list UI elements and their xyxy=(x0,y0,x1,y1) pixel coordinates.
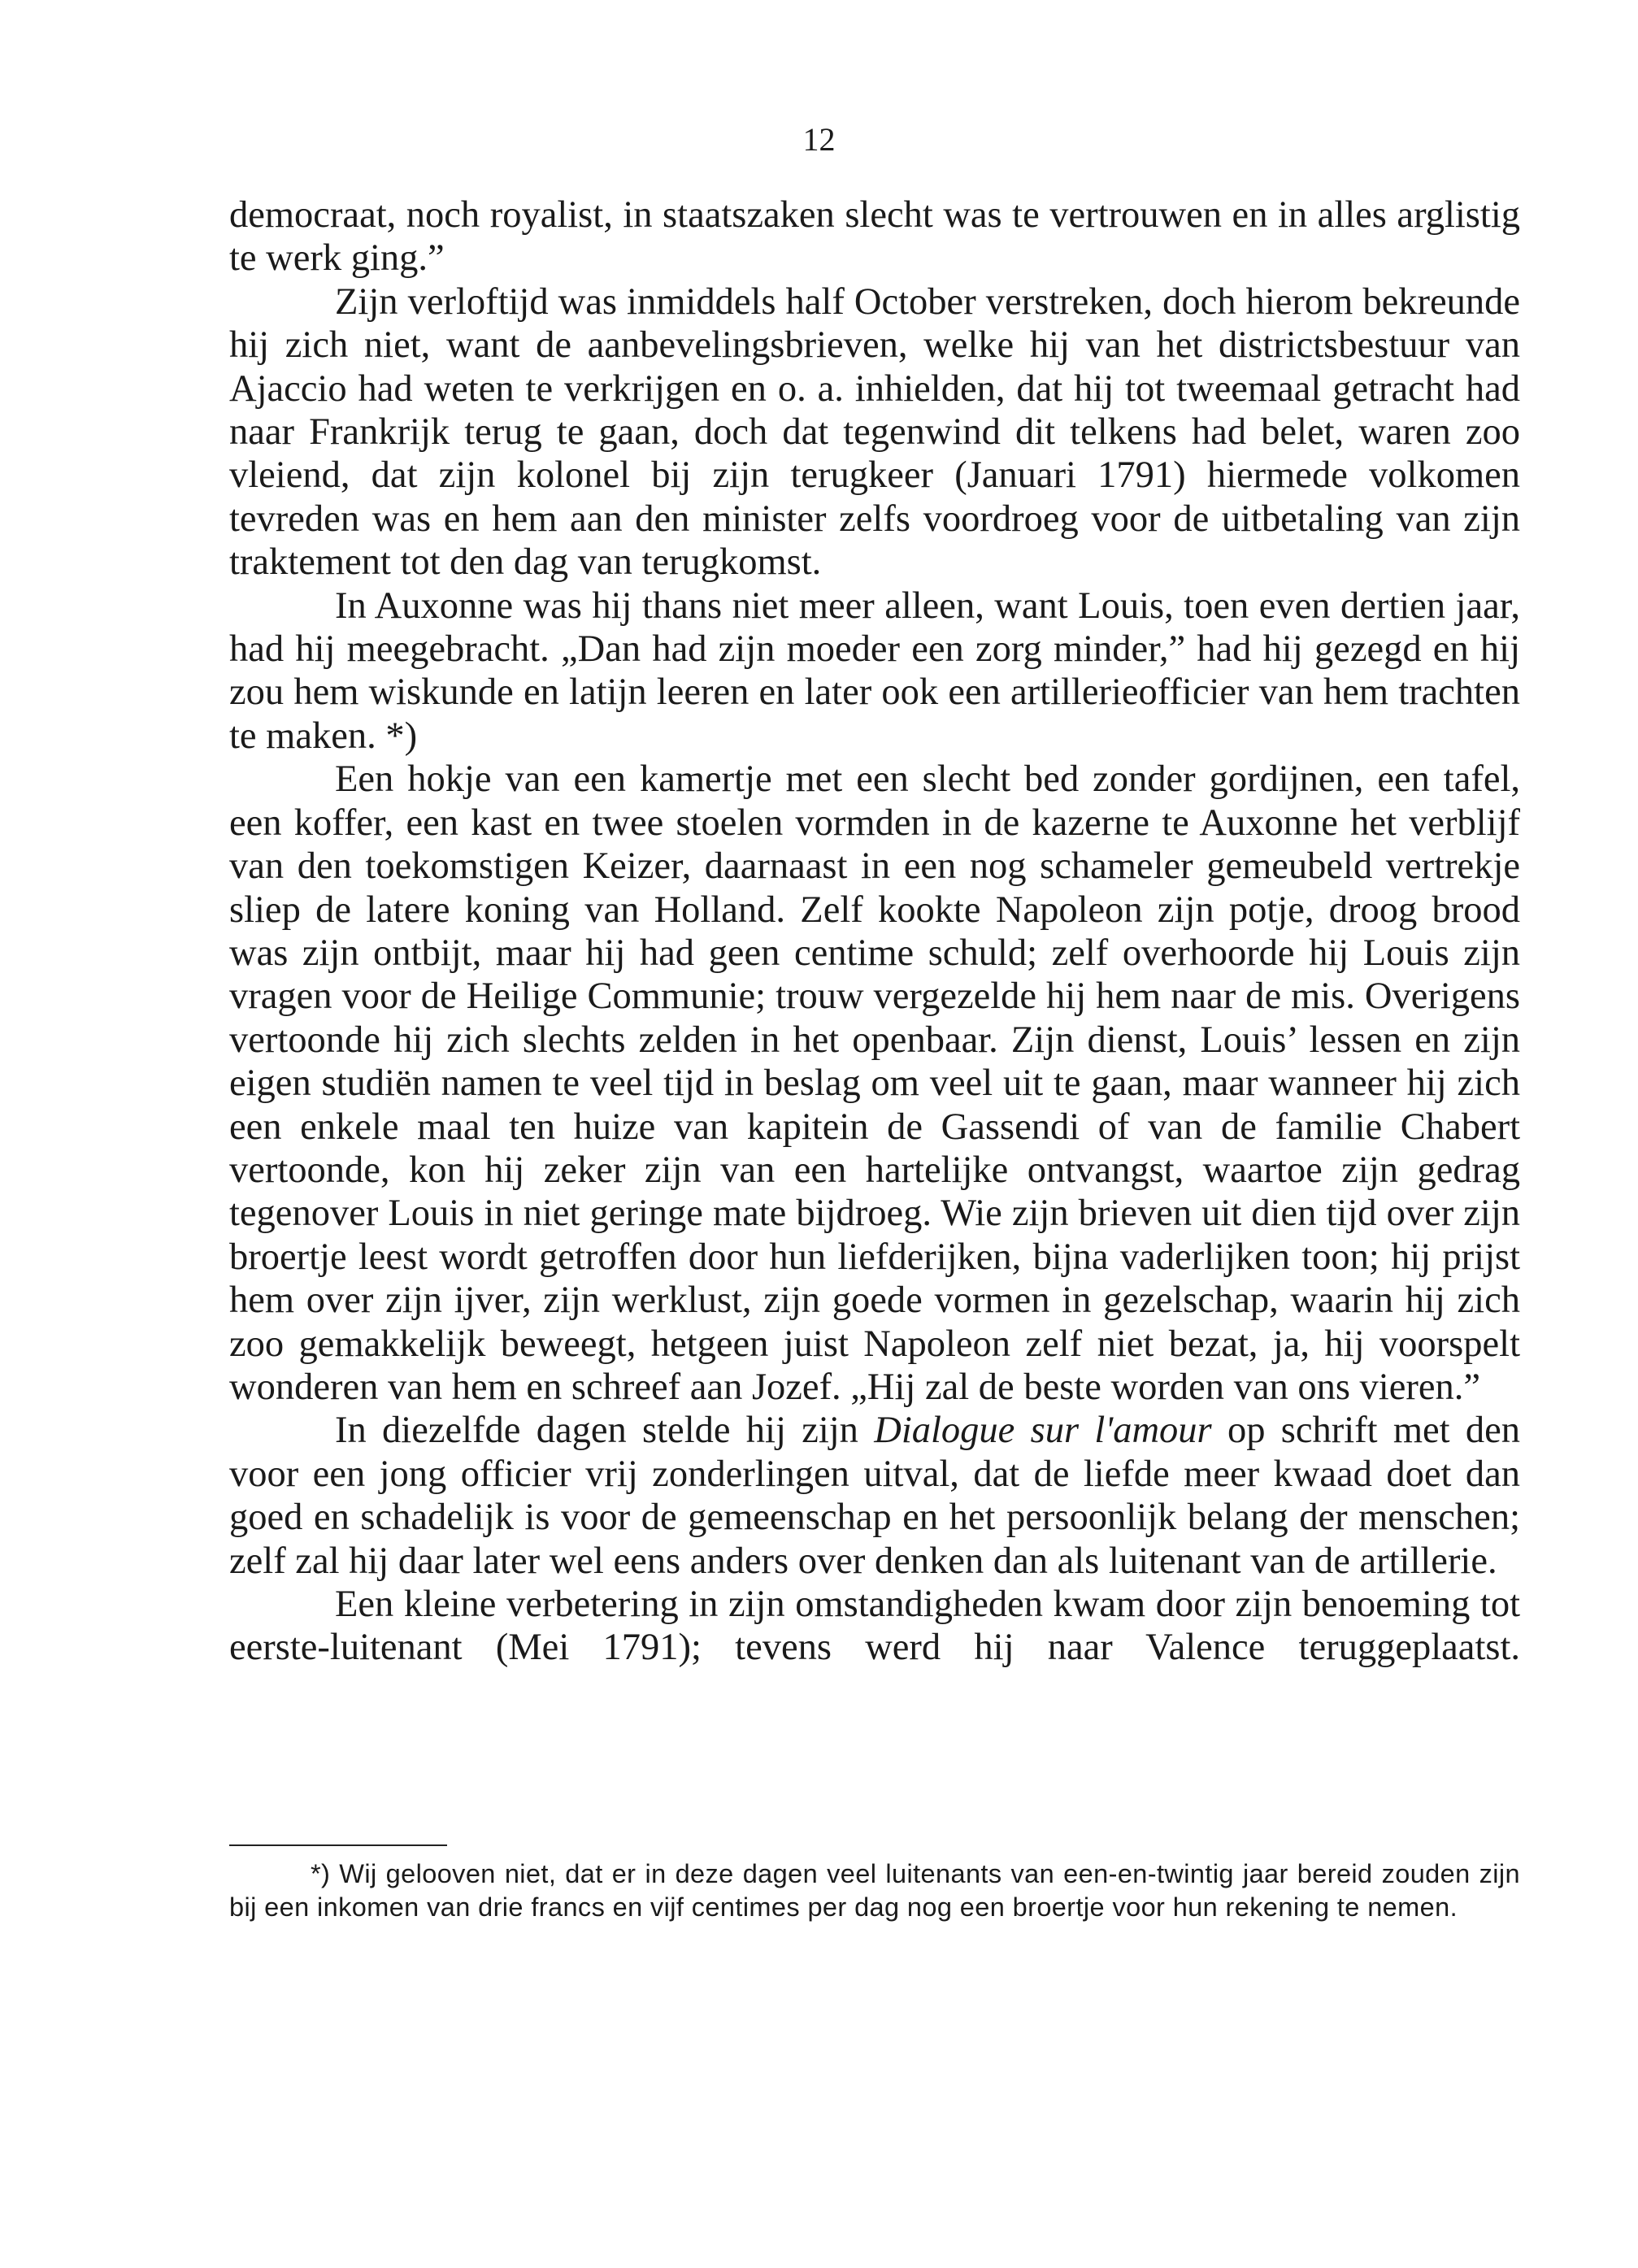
paragraph-verbetering: Een kleine verbetering in zijn omstandigheden kwam door zijn benoeming tot eerste-luitenant (Mei 1791); tevens werd hij naar Valence teruggeplaatst. xyxy=(229,1584,1520,1669)
paragraph-auxonne: In Auxonne was hij thans niet meer alleen, want Louis, toen even dertien jaar, had hij meegebracht. „Dan had zijn moeder een zorg minder,” had hij gezegd en hij zou hem wiskunde en latijn leeren en later ook een artillerieofficier van hem trachten te maken. *) xyxy=(229,584,1520,757)
page-number: 12 xyxy=(802,121,836,158)
paragraph-hokje: Een hokje van een kamertje met een slecht bed zonder gordijnen, een tafel, een koffer, een kast en twee stoelen vormden in de kazerne te Auxonne het verblijf van den toekomstigen Keizer, daarnaast in een nog schameler gemeubeld vertrekje sliep de latere koning van Holland. Zelf kookte Napoleon zijn potje, droog brood was zijn ontbijt, maar hij had geen centime schuld; zelf overhoorde hij Louis zijn vragen voor de Heilige Communie; trouw vergezelde hij hem naar de mis. Overigens vertoonde hij zich slechts zelden in het openbaar. Zijn dienst, Louis’ lessen en zijn eigen studiën namen te veel tijd in beslag om veel uit te gaan, maar wanneer hij zich een enkele maal ten huize van kapitein de Gassendi of van de familie Chabert vertoonde, kon hij zeker zijn van een hartelijke ontvangst, waartoe zijn gedrag tegenover Louis in niet geringe mate bijdroeg. Wie zijn brieven uit dien tijd over zijn broertje leest wordt getroffen door hun liefderijken, bijna vaderlijken toon; hij prijst hem over zijn ijver, zijn werklust, zijn goede vormen in gezelschap, waarin hij zich zoo gemakkelijk beweegt, hetgeen juist Napoleon zelf niet bezat, ja, hij voorspelt wonderen van hem en schreef aan Jozef. „Hij zal de beste worden van ons vieren.” xyxy=(229,758,1520,1408)
paragraph-dialogue xyxy=(229,1409,1520,1583)
paragraph-dialogue-before: In diezelfde dagen stelde hij zijn xyxy=(335,1410,875,1452)
footnote xyxy=(229,1857,1520,1924)
dialogue-title: Dialogue sur l'amour xyxy=(874,1410,1212,1452)
paragraph-verloftijd: Zijn verloftijd was inmiddels half October verstreken, doch hierom bekreunde hij zich niet, want de aanbevelingsbrieven, welke hij van het districtsbestuur van Ajaccio had weten te verkrijgen en o. a. inhielden, dat hij tot tweemaal getracht had naar Frankrijk terug te gaan, doch dat tegenwind dit telkens had belet, waren zoo vleiend, dat zijn kolonel bij zijn terugkeer (Januari 1791) hiermede volkomen tevreden was en hem aan den minister zelfs voordroeg voor de uitbetaling van zijn traktement tot den dag van terugkomst. xyxy=(229,280,1520,584)
body-text xyxy=(229,193,1520,1670)
footnote-text: *) Wij gelooven niet, dat er in deze dagen veel luitenants van een-en-twintig jaar bereid zouden zijn bij een inkomen van drie francs en vijf centimes per dag nog een broertje voor hun rekening te nemen. xyxy=(229,1859,1520,1922)
footnote-divider xyxy=(229,1844,447,1846)
paragraph-dialogue-after: op schrift met den voor een jong officier vrij zonderlingen uitval, dat de liefde meer kwaad doet dan goed en schadelijk is voor de gemeenschap en het persoonlijk belang der menschen; zelf zal hij daar later wel eens anders over denken dan als luitenant van de artillerie. xyxy=(229,1410,1521,1582)
paragraph-continuation: democraat, noch royalist, in staatszaken slecht was te vertrouwen en in alles arglistig te werk ging.” xyxy=(229,194,1520,280)
